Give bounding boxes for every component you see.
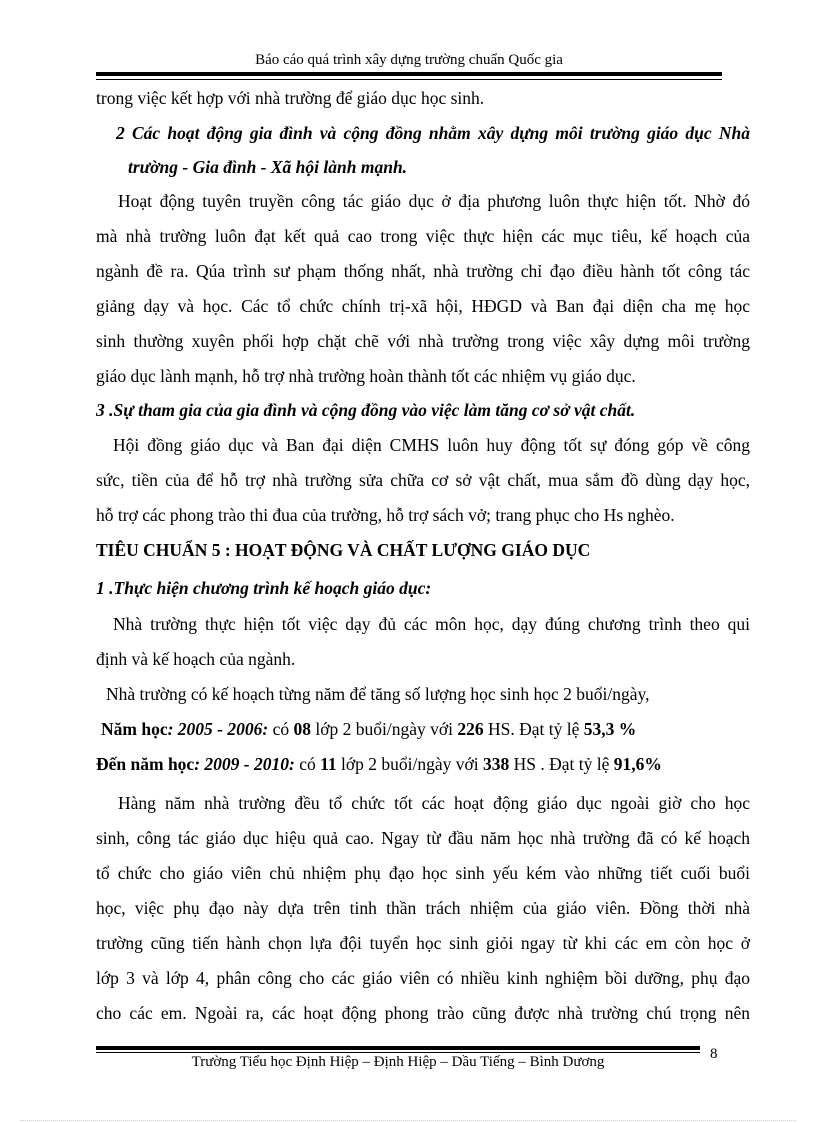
footer-rule-thin [96, 1052, 700, 1053]
text-line: Hoạt động tuyên truyền công tác giáo dục ở địa phương luôn thực hiện tốt. Nhờ đó [118, 191, 750, 211]
text-line: Nhà trường có kế hoạch từng năm để tăng số lượng học sinh học 2 buổi/ngày, [106, 684, 650, 704]
text-line: cho các em. Ngoài ra, các hoạt động phong trào cũng được nhà trường chú trọng nên [96, 1003, 750, 1023]
rate-value: 53,3 % [583, 719, 637, 739]
standard-heading: TIÊU CHUẨN 5 : HOẠT ĐỘNG VÀ CHẤT LƯỢNG GIÁO DỤC [96, 540, 591, 560]
text-span: lớp 2 buổi/ngày với [310, 719, 458, 739]
section-heading: trường - Gia đình - Xã hội lành mạnh. [128, 157, 408, 177]
page-footer: Trường Tiểu học Định Hiệp – Định Hiệp – Dầu Tiếng – Bình Dương [191, 1054, 605, 1070]
header-rule-thin [96, 79, 722, 80]
page-number: 8 [710, 1046, 718, 1062]
text-line: Hàng năm nhà trường đều tổ chức tốt các hoạt động giáo dục ngoài giờ cho học [118, 793, 750, 813]
header-rule-thick [96, 72, 722, 76]
text-line: Nhà trường thực hiện tốt việc dạy đủ các môn học, dạy đúng chương trình theo qui [113, 614, 750, 634]
school-year: : 2009 - 2010: [194, 754, 295, 774]
footer-rule-thick [96, 1046, 700, 1050]
text-line: Hội đồng giáo dục và Ban đại diện CMHS luôn huy động tốt sự đóng góp về công [113, 435, 750, 455]
year-label: Đến năm học [96, 754, 195, 774]
text-span: có [268, 719, 294, 739]
page-edge-divider [20, 1120, 796, 1121]
text-line: mà nhà trường luôn đạt kết quả cao trong việc thực hiện các mục tiêu, kế hoạch của [96, 226, 750, 246]
section-heading: 3 .Sự tham gia của gia đình và cộng đồng vào việc làm tăng cơ sở vật chất. [96, 400, 636, 420]
text-line: trong việc kết hợp với nhà trường để giáo dục học sinh. [96, 88, 485, 108]
text-line: học, việc phụ đạo này dựa trên tinh thần trách nhiệm của giáo viên. Đồng thời nhà [96, 898, 750, 918]
text-line: sức, tiền của để hỗ trợ nhà trường sửa chữa cơ sở vật chất, mua sắm đồ dùng dạy học, [96, 470, 750, 490]
page-header: Báo cáo quá trình xây dựng trường chuẩn Quốc gia [255, 52, 563, 68]
text-line: sinh, công tác giáo dục hiệu quả cao. Ngay từ đầu năm học nhà trường đã có kế hoạch [96, 828, 750, 848]
class-count: 11 [320, 754, 337, 774]
year-stat-line [96, 754, 750, 775]
section-heading: 1 .Thực hiện chương trình kế hoạch giáo dục: [96, 578, 432, 598]
text-line: giáo dục lành mạnh, hỗ trợ nhà trường hoàn thành tốt các nhiệm vụ giáo dục. [96, 366, 636, 386]
text-line: sinh thường xuyên phối hợp chặt chẽ với nhà trường trong việc xây dựng môi trường [96, 331, 750, 351]
year-stat-line [101, 719, 755, 740]
text-span: lớp 2 buổi/ngày với [336, 754, 483, 774]
text-line: định và kế hoạch của ngành. [96, 649, 296, 669]
text-span: HS. Đạt tỷ lệ [483, 719, 584, 739]
school-year: : 2005 - 2006: [167, 719, 269, 739]
class-count: 08 [293, 719, 311, 739]
text-span: HS . Đạt tỷ lệ [509, 754, 614, 774]
text-line: tổ chức cho giáo viên chủ nhiệm phụ đạo học sinh yếu kém vào những tiết cuối buổi [96, 863, 750, 883]
section-heading: 2 Các hoạt động gia đình và cộng đồng nhằm xây dựng môi trường giáo dục Nhà [116, 123, 750, 143]
text-line: lớp 3 và lớp 4, phân công cho các giáo viên có nhiều kinh nghiệm bồi dưỡng, phụ đạo [96, 968, 750, 988]
year-label: Năm học [101, 719, 168, 739]
student-count: 226 [457, 719, 484, 739]
text-line: hỗ trợ các phong trào thi đua của trường, hỗ trợ sách vở; trang phục cho Hs nghèo. [96, 505, 675, 525]
text-line: giảng dạy và học. Các tổ chức chính trị-xã hội, HĐGD và Ban đại diện cha mẹ học [96, 296, 750, 316]
text-line: trường cũng tiến hành chọn lựa đội tuyển học sinh giỏi ngay từ khi các em còn học ở [96, 933, 750, 953]
text-span: có [294, 754, 321, 774]
student-count: 338 [483, 754, 510, 774]
text-line: ngành đề ra. Qúa trình sư phạm thống nhất, nhà trường chỉ đạo điều hành tốt công tác [96, 261, 750, 281]
rate-value: 91,6% [613, 754, 662, 774]
